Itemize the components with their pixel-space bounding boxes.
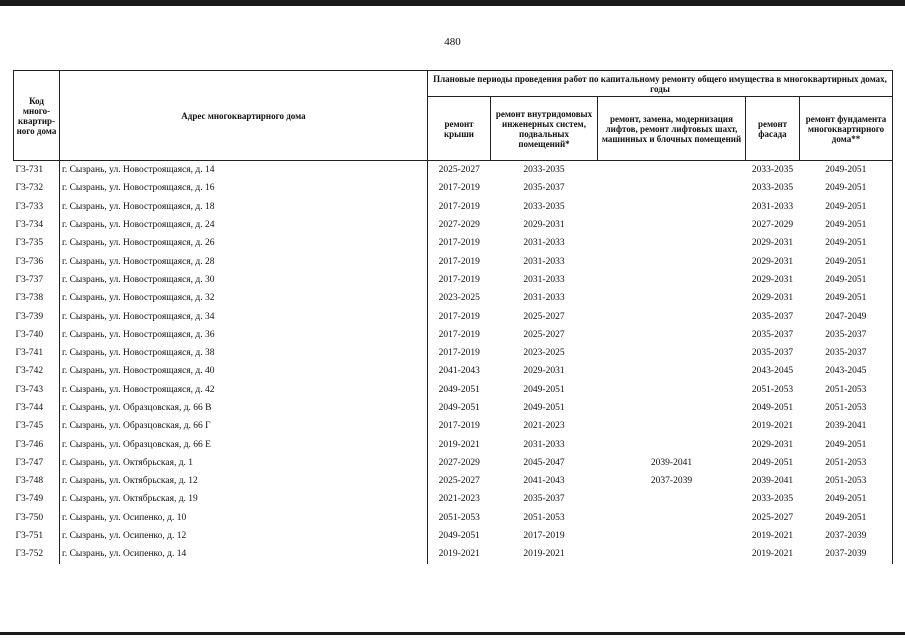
cell-elevators: [598, 198, 746, 216]
cell-systems: 2019-2021: [523, 549, 565, 560]
cell-address: г. Сызрань, ул. Октябрьская, д. 12: [60, 472, 428, 490]
cell-elevators: [598, 509, 746, 527]
cell-elevators: [598, 252, 746, 270]
cell-roof: 2021-2023: [438, 494, 480, 505]
cell-foundation: 2035-2037: [800, 344, 893, 362]
cell-foundation: 2049-2051: [800, 490, 893, 508]
cell-systems: 2031-2033: [523, 274, 565, 285]
cell-address: г. Сызрань, ул. Новостроящаяся, д. 14: [60, 161, 428, 180]
cell-facade: 2039-2041: [751, 476, 794, 487]
cell-systems: 2033-2035: [523, 165, 565, 176]
top-border-bar: [0, 0, 905, 6]
cell-roof: 2025-2027: [438, 476, 480, 487]
cell-facade: 2043-2045: [751, 366, 794, 377]
cell-address: г. Сызрань, ул. Новостроящаяся, д. 26: [60, 234, 428, 252]
cell-code: Г3-743: [14, 381, 60, 399]
cell-roof: 2017-2019: [438, 274, 480, 285]
cell-address: г. Сызрань, ул. Образцовская, д. 66 Г: [60, 417, 428, 435]
cell-facade: 2029-2031: [751, 439, 794, 450]
cell-address: г. Сызрань, ул. Осипенко, д. 14: [60, 545, 428, 563]
table-row: [14, 198, 893, 216]
cell-foundation: 2049-2051: [800, 435, 893, 453]
cell-elevators: [598, 179, 746, 197]
cell-systems: 2035-2037: [523, 183, 565, 194]
table-row: [14, 399, 893, 417]
cell-roof: 2049-2051: [438, 531, 480, 542]
cell-elevators: [598, 399, 746, 417]
table-row: [14, 326, 893, 344]
cell-foundation: 2039-2041: [800, 417, 893, 435]
cell-facade: 2035-2037: [751, 311, 794, 322]
cell-foundation: 2049-2051: [800, 509, 893, 527]
cell-roof: 2017-2019: [438, 329, 480, 340]
header-address: Адрес многоквартирного дома: [60, 71, 428, 161]
cell-foundation: 2037-2039: [800, 527, 893, 545]
table-row: [14, 362, 893, 380]
cell-facade: 2033-2035: [751, 183, 794, 194]
cell-facade: 2029-2031: [751, 238, 794, 249]
cell-code: Г3-750: [14, 509, 60, 527]
cell-elevators: [598, 216, 746, 234]
cell-code: Г3-735: [14, 234, 60, 252]
cell-foundation: 2043-2045: [800, 362, 893, 380]
cell-roof: 2019-2021: [438, 439, 480, 450]
cell-elevators: [598, 545, 746, 563]
cell-code: Г3-747: [14, 454, 60, 472]
cell-roof: 2017-2019: [438, 256, 480, 267]
cell-foundation: 2051-2053: [800, 472, 893, 490]
cell-code: Г3-748: [14, 472, 60, 490]
cell-facade: 2049-2051: [751, 457, 794, 468]
cell-facade: 2019-2021: [751, 549, 794, 560]
cell-address: г. Сызрань, ул. Новостроящаяся, д. 28: [60, 252, 428, 270]
cell-facade: 2025-2027: [751, 512, 794, 523]
cell-elevators: [598, 435, 746, 453]
table-row: [14, 252, 893, 270]
table-row: [14, 307, 893, 325]
cell-address: г. Сызрань, ул. Октябрьская, д. 19: [60, 490, 428, 508]
cell-elevators: [598, 289, 746, 307]
cell-address: г. Сызрань, ул. Новостроящаяся, д. 40: [60, 362, 428, 380]
cell-roof: 2025-2027: [438, 165, 480, 176]
cell-roof: 2027-2029: [438, 220, 480, 231]
cell-address: г. Сызрань, ул. Образцовская, д. 66 Е: [60, 435, 428, 453]
cell-systems: 2021-2023: [523, 421, 565, 432]
cell-foundation: 2049-2051: [800, 234, 893, 252]
cell-code: Г3-741: [14, 344, 60, 362]
cell-foundation: 2049-2051: [800, 216, 893, 234]
cell-address: г. Сызрань, ул. Новостроящаяся, д. 34: [60, 307, 428, 325]
cell-systems: 2035-2037: [523, 494, 565, 505]
header-elevators: ремонт, замена, модернизация лифтов, ремонт лифтовых шахт, машинных и блочных помещений: [598, 97, 746, 161]
cell-foundation: 2051-2053: [800, 399, 893, 417]
cell-facade: 2031-2033: [751, 201, 794, 212]
cell-elevators: [598, 344, 746, 362]
cell-facade: 2033-2035: [751, 165, 794, 176]
cell-elevators: [598, 417, 746, 435]
cell-roof: 2017-2019: [438, 421, 480, 432]
cell-elevators: [598, 381, 746, 399]
cell-foundation: 2049-2051: [800, 289, 893, 307]
cell-systems: 2031-2033: [523, 256, 565, 267]
cell-facade: 2035-2037: [751, 348, 794, 359]
cell-systems: 2049-2051: [523, 403, 565, 413]
cell-roof: 2017-2019: [438, 201, 480, 212]
header-facade: ремонт фасада: [746, 97, 800, 161]
table-row: [14, 472, 893, 490]
cell-roof: 2017-2019: [438, 348, 480, 359]
cell-address: г. Сызрань, ул. Новостроящаяся, д. 36: [60, 326, 428, 344]
cell-facade: 2019-2021: [751, 531, 794, 542]
cell-systems: 2031-2033: [523, 238, 565, 249]
cell-foundation: 2049-2051: [800, 161, 893, 180]
cell-roof: 2017-2019: [438, 183, 480, 194]
cell-address: г. Сызрань, ул. Новостроящаяся, д. 18: [60, 198, 428, 216]
cell-code: Г3-733: [14, 198, 60, 216]
table-row: [14, 490, 893, 508]
cell-systems: 2025-2027: [523, 329, 565, 340]
header-planned-periods: Плановые периоды проведения работ по капитальному ремонту общего имущества в многоквартирных домах, годы: [428, 71, 893, 97]
cell-address: г. Сызрань, ул. Осипенко, д. 10: [60, 509, 428, 527]
table-body: [14, 161, 893, 564]
cell-systems: 2031-2033: [523, 439, 565, 450]
cell-foundation: 2049-2051: [800, 198, 893, 216]
cell-code: Г3-746: [14, 435, 60, 453]
table-row: [14, 271, 893, 289]
cell-code: Г3-749: [14, 490, 60, 508]
cell-roof: 2051-2053: [438, 512, 480, 523]
cell-elevators: [598, 307, 746, 325]
cell-elevators: 2039-2041: [650, 457, 693, 468]
cell-code: Г3-742: [14, 362, 60, 380]
cell-roof: 2017-2019: [438, 238, 480, 249]
cell-address: г. Сызрань, ул. Новостроящаяся, д. 42: [60, 381, 428, 399]
header-code: Код много-квартир-ного дома: [14, 71, 60, 161]
cell-systems: 2045-2047: [523, 457, 565, 468]
cell-code: Г3-739: [14, 307, 60, 325]
page-number: 480: [444, 36, 461, 48]
cell-facade: 2051-2053: [751, 384, 794, 395]
table-row: [14, 179, 893, 197]
cell-foundation: 2049-2051: [800, 179, 893, 197]
cell-systems: 2049-2051: [523, 384, 565, 395]
cell-systems: 2029-2031: [523, 366, 565, 377]
cell-foundation: 2037-2039: [800, 545, 893, 563]
cell-foundation: 2051-2053: [800, 454, 893, 472]
header-foundation: ремонт фундамента многоквартирного дома**: [800, 97, 893, 161]
cell-elevators: [598, 271, 746, 289]
cell-code: Г3-732: [14, 179, 60, 197]
cell-code: Г3-751: [14, 527, 60, 545]
cell-facade: 2029-2031: [751, 256, 794, 267]
cell-code: Г3-737: [14, 271, 60, 289]
cell-foundation: 2049-2051: [800, 252, 893, 270]
cell-elevators: [598, 326, 746, 344]
cell-code: Г3-736: [14, 252, 60, 270]
cell-foundation: 2047-2049: [800, 307, 893, 325]
cell-facade: 2035-2037: [751, 329, 794, 340]
table-row: [14, 289, 893, 307]
cell-code: Г3-740: [14, 326, 60, 344]
cell-code: Г3-738: [14, 289, 60, 307]
cell-foundation: 2035-2037: [800, 326, 893, 344]
cell-roof: 2041-2043: [438, 366, 480, 377]
cell-foundation: 2049-2051: [800, 271, 893, 289]
cell-address: г. Сызрань, ул. Осипенко, д. 12: [60, 527, 428, 545]
table-row: [14, 381, 893, 399]
table-row: [14, 509, 893, 527]
cell-address: г. Сызрань, ул. Новостроящаяся, д. 30: [60, 271, 428, 289]
cell-elevators: [598, 234, 746, 252]
cell-systems: 2023-2025: [523, 348, 565, 359]
cell-code: Г3-744: [14, 399, 60, 417]
table-row: [14, 234, 893, 252]
cell-roof: 2019-2021: [438, 549, 480, 560]
header-systems: ремонт внутридомовых инженерных систем, подвальных помещений*: [491, 97, 598, 161]
cell-facade: 2033-2035: [751, 494, 794, 505]
cell-code: Г3-752: [14, 545, 60, 563]
cell-roof: 2049-2051: [438, 384, 480, 395]
cell-elevators: [598, 362, 746, 380]
cell-systems: 2017-2019: [523, 531, 565, 542]
cell-systems: 2051-2053: [523, 512, 565, 523]
cell-systems: 2025-2027: [523, 311, 565, 322]
cell-elevators: [598, 161, 746, 180]
cell-systems: 2029-2031: [523, 220, 565, 231]
cell-roof: 2023-2025: [438, 293, 480, 304]
header-roof: ремонт крыши: [428, 97, 491, 161]
cell-elevators: [598, 490, 746, 508]
cell-address: г. Сызрань, ул. Октябрьская, д. 1: [60, 454, 428, 472]
cell-systems: 2041-2043: [523, 476, 565, 487]
cell-roof: 2017-2019: [438, 311, 480, 322]
cell-elevators: 2037-2039: [650, 476, 693, 487]
capital-repair-table: [13, 70, 893, 564]
cell-foundation: 2051-2053: [800, 381, 893, 399]
bottom-border-bar: [0, 632, 905, 635]
cell-address: г. Сызрань, ул. Новостроящаяся, д. 24: [60, 216, 428, 234]
cell-facade: 2027-2029: [751, 220, 794, 231]
cell-code: Г3-731: [14, 161, 60, 180]
table-row: [14, 435, 893, 453]
table-row: [14, 454, 893, 472]
cell-address: г. Сызрань, ул. Новостроящаяся, д. 38: [60, 344, 428, 362]
cell-address: г. Сызрань, ул. Образцовская, д. 66 В: [60, 399, 428, 417]
cell-roof: 2049-2051: [438, 403, 480, 413]
table-row: [14, 527, 893, 545]
cell-systems: 2031-2033: [523, 293, 565, 304]
cell-facade: 2029-2031: [751, 293, 794, 304]
cell-address: г. Сызрань, ул. Новостроящаяся, д. 16: [60, 179, 428, 197]
cell-facade: 2029-2031: [751, 274, 794, 285]
table-row: [14, 161, 893, 180]
table-row: [14, 344, 893, 362]
table-row: [14, 216, 893, 234]
cell-address: г. Сызрань, ул. Новостроящаяся, д. 32: [60, 289, 428, 307]
cell-code: Г3-745: [14, 417, 60, 435]
cell-roof: 2027-2029: [438, 457, 480, 468]
cell-facade: 2019-2021: [751, 421, 794, 432]
cell-systems: 2033-2035: [523, 201, 565, 212]
cell-facade: 2049-2051: [751, 403, 794, 413]
table-row: [14, 417, 893, 435]
table-row: [14, 545, 893, 563]
cell-elevators: [598, 527, 746, 545]
cell-code: Г3-734: [14, 216, 60, 234]
